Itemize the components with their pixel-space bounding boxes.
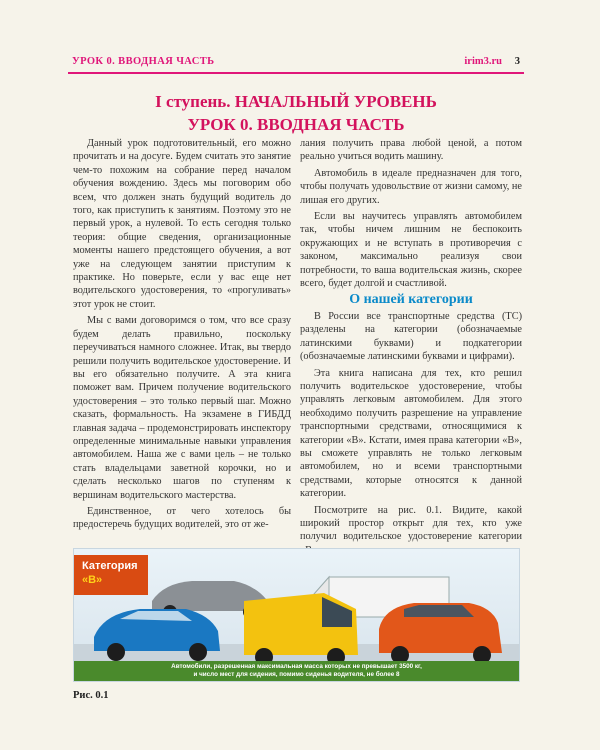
header-divider bbox=[68, 72, 524, 74]
paragraph: Если вы научитесь управлять автомобилем так, чтобы ничем лишним не беспокоить окружающих и не вступать в противоречия с законом, максимально реализуя свои потребности, то ваша водительская жизнь, скорее всего, будет долгой и счастливой. bbox=[300, 211, 522, 290]
page-title bbox=[68, 90, 524, 136]
paragraph: Эта книга написана для тех, кто решил получить водительское удостоверение, чтобы управлять легковым автомобилем. Для этого необходимо получить разрешение на управление транспортными средствами, относящимися к категории «В». Кстати, имея права категории «В», вы сможете управлять не только легковым автомобилем, но и всеми транспортными средствами, которые относятся к данной категории. bbox=[300, 367, 522, 500]
figure-label: Рис. 0.1 bbox=[73, 690, 109, 701]
paragraph: Единственное, от чего хотелось бы предостеречь будущих водителей, это от же- bbox=[73, 505, 291, 531]
left-column bbox=[73, 137, 291, 535]
category-b-figure bbox=[73, 548, 520, 682]
right-column bbox=[300, 137, 522, 560]
paragraph: Посмотрите на рис. 0.1. Видите, какой широкий простор открыт для тех, кто уже получил водительское удостоверение категории bbox=[300, 504, 522, 543]
section-subheading: О нашей категории bbox=[349, 292, 473, 308]
paragraph: Автомобиль в идеале предназначен для того, чтобы получать удовольствие от жизни самому, не лишая его других. bbox=[300, 167, 522, 206]
page-number: 3 bbox=[514, 56, 520, 67]
figure-caption-line-2: и число мест для сидения, помимо сиденья водителя, не более 8 bbox=[193, 671, 400, 678]
paragraph: Мы с вами договоримся о том, что все сразу будем делать правильно, поскольку переучиваться намного сложнее. Итак, вы твердо решили получить водительское удостоверение. И вы его обязательно получите. А эта книга поможет вам. Причем получение водительского удостоверения – это только первый шаг. Можно сказать, формальность. На экзамене в ГИБДД главная задача – продемонстрировать инспектору определенные минимальные навыки управления автомобилем. Наша же с вами цель – не только стать владельцами заветной корочки, но и сделать несколько шагов по ступеням к вершинам водительского мастерства. bbox=[73, 315, 291, 501]
title-line-2: УРОК 0. ВВОДНАЯ ЧАСТЬ bbox=[187, 115, 405, 134]
paragraph: Данный урок подготовительный, его можно прочитать и на досуге. Будем считать это занятие чем-то похожим на собрание перед началом обучения вождению. Здесь мы поговорим обо всем, что должен знать будущий водитель до того, как приступить к занятиям. Поэтому это не первый урок, а нулевой. То есть сегодня только теория: общие сведения, организационные моменты нашего предстоящего обучения, а вот уже на следующем занятии приступим к практике. Но поверьте, если у вас еще нет водительского удостоверения, то «прогуливать» этот урок не стоит. bbox=[73, 138, 291, 310]
header-site: irim3.ru bbox=[464, 56, 502, 67]
category-badge-title: Категория bbox=[82, 560, 138, 572]
header-section-title: УРОК 0. ВВОДНАЯ ЧАСТЬ bbox=[72, 56, 215, 67]
paragraph: В России все транспортные средства (ТС) разделены на категории (обозначаемые латинскими буквами) и подкатегории (обозначаемые латинскими буквами и цифрами). bbox=[300, 310, 522, 363]
title-line-1: I ступень. НАЧАЛЬНЫЙ УРОВЕНЬ bbox=[155, 92, 437, 111]
category-badge bbox=[74, 555, 148, 595]
paragraph: лания получить права любой ценой, а потом реально учиться водить машину. bbox=[300, 138, 522, 163]
figure-caption bbox=[74, 661, 519, 681]
running-header bbox=[72, 54, 520, 72]
category-badge-letter: «В» bbox=[82, 574, 103, 586]
figure-caption-line-1: Автомобили, разрешенная максимальная масса которых не превышает 3500 кг, bbox=[171, 663, 422, 670]
